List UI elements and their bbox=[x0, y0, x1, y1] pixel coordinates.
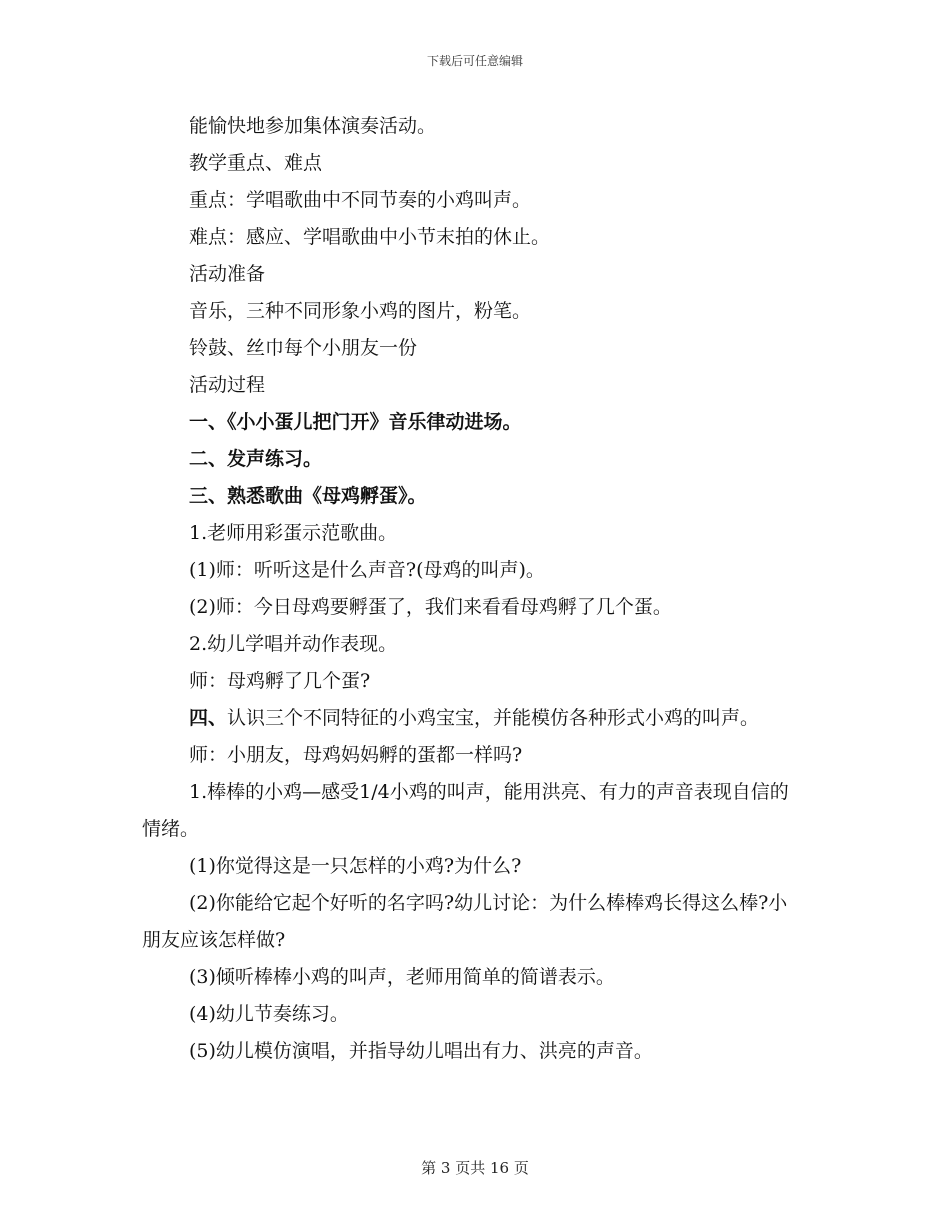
document-body bbox=[142, 108, 802, 1070]
text-line: (1)你觉得这是一只怎样的小鸡?为什么? bbox=[189, 855, 522, 877]
step-heading: 二、发声练习。 bbox=[189, 448, 323, 470]
text-line: 2.幼儿学唱并动作表现。 bbox=[189, 633, 398, 655]
page-header: 下载后可任意编辑 bbox=[426, 54, 523, 68]
text-line: 难点：感应、学唱歌曲中小节末拍的休止。 bbox=[189, 226, 551, 248]
text-line: 铃鼓、丝巾每个小朋友一份 bbox=[189, 337, 418, 359]
step-number: 四、 bbox=[189, 707, 228, 729]
page-footer: 第 3 页共 16 页 bbox=[421, 1159, 529, 1177]
text-line: 重点：学唱歌曲中不同节奏的小鸡叫声。 bbox=[189, 189, 532, 211]
step-four-paragraph bbox=[142, 700, 802, 737]
text-line: (5)幼儿模仿演唱，并指导幼儿唱出有力、洪亮的声音。 bbox=[189, 1040, 653, 1062]
text-paragraph: 1.棒棒的小鸡—感受1/4小鸡的叫声，能用洪亮、有力的声音表现自信的情绪。 bbox=[142, 781, 789, 840]
text-line: 音乐，三种不同形象小鸡的图片，粉笔。 bbox=[189, 300, 532, 322]
text-line: 1.老师用彩蛋示范歌曲。 bbox=[189, 522, 398, 544]
step-heading: 三、熟悉歌曲《母鸡孵蛋》。 bbox=[189, 485, 427, 507]
step-text: 认识三个不同特征的小鸡宝宝，并能模仿各种形式小鸡的叫声。 bbox=[227, 707, 760, 729]
step-heading: 一、《小小蛋儿把门开》音乐律动进场。 bbox=[189, 411, 522, 433]
section-heading: 活动准备 bbox=[189, 263, 266, 285]
text-line: (1)师：听听这是什么声音?(母鸡的叫声)。 bbox=[189, 559, 545, 581]
text-line: (3)倾听棒棒小鸡的叫声，老师用简单的简谱表示。 bbox=[189, 966, 615, 988]
text-paragraph: (2)你能给它起个好听的名字吗?幼儿讨论：为什么棒棒鸡长得这么棒?小朋友应该怎样做? bbox=[142, 892, 788, 951]
text-line: 师：小朋友，母鸡妈妈孵的蛋都一样吗? bbox=[189, 744, 523, 766]
text-line: 师：母鸡孵了几个蛋? bbox=[189, 670, 371, 692]
section-heading: 活动过程 bbox=[189, 374, 266, 396]
text-line: (2)师：今日母鸡要孵蛋了，我们来看看母鸡孵了几个蛋。 bbox=[189, 596, 672, 618]
text-line: 能愉快地参加集体演奏活动。 bbox=[189, 115, 437, 137]
section-heading: 教学重点、难点 bbox=[189, 152, 323, 174]
text-line: (4)幼儿节奏练习。 bbox=[189, 1003, 349, 1025]
